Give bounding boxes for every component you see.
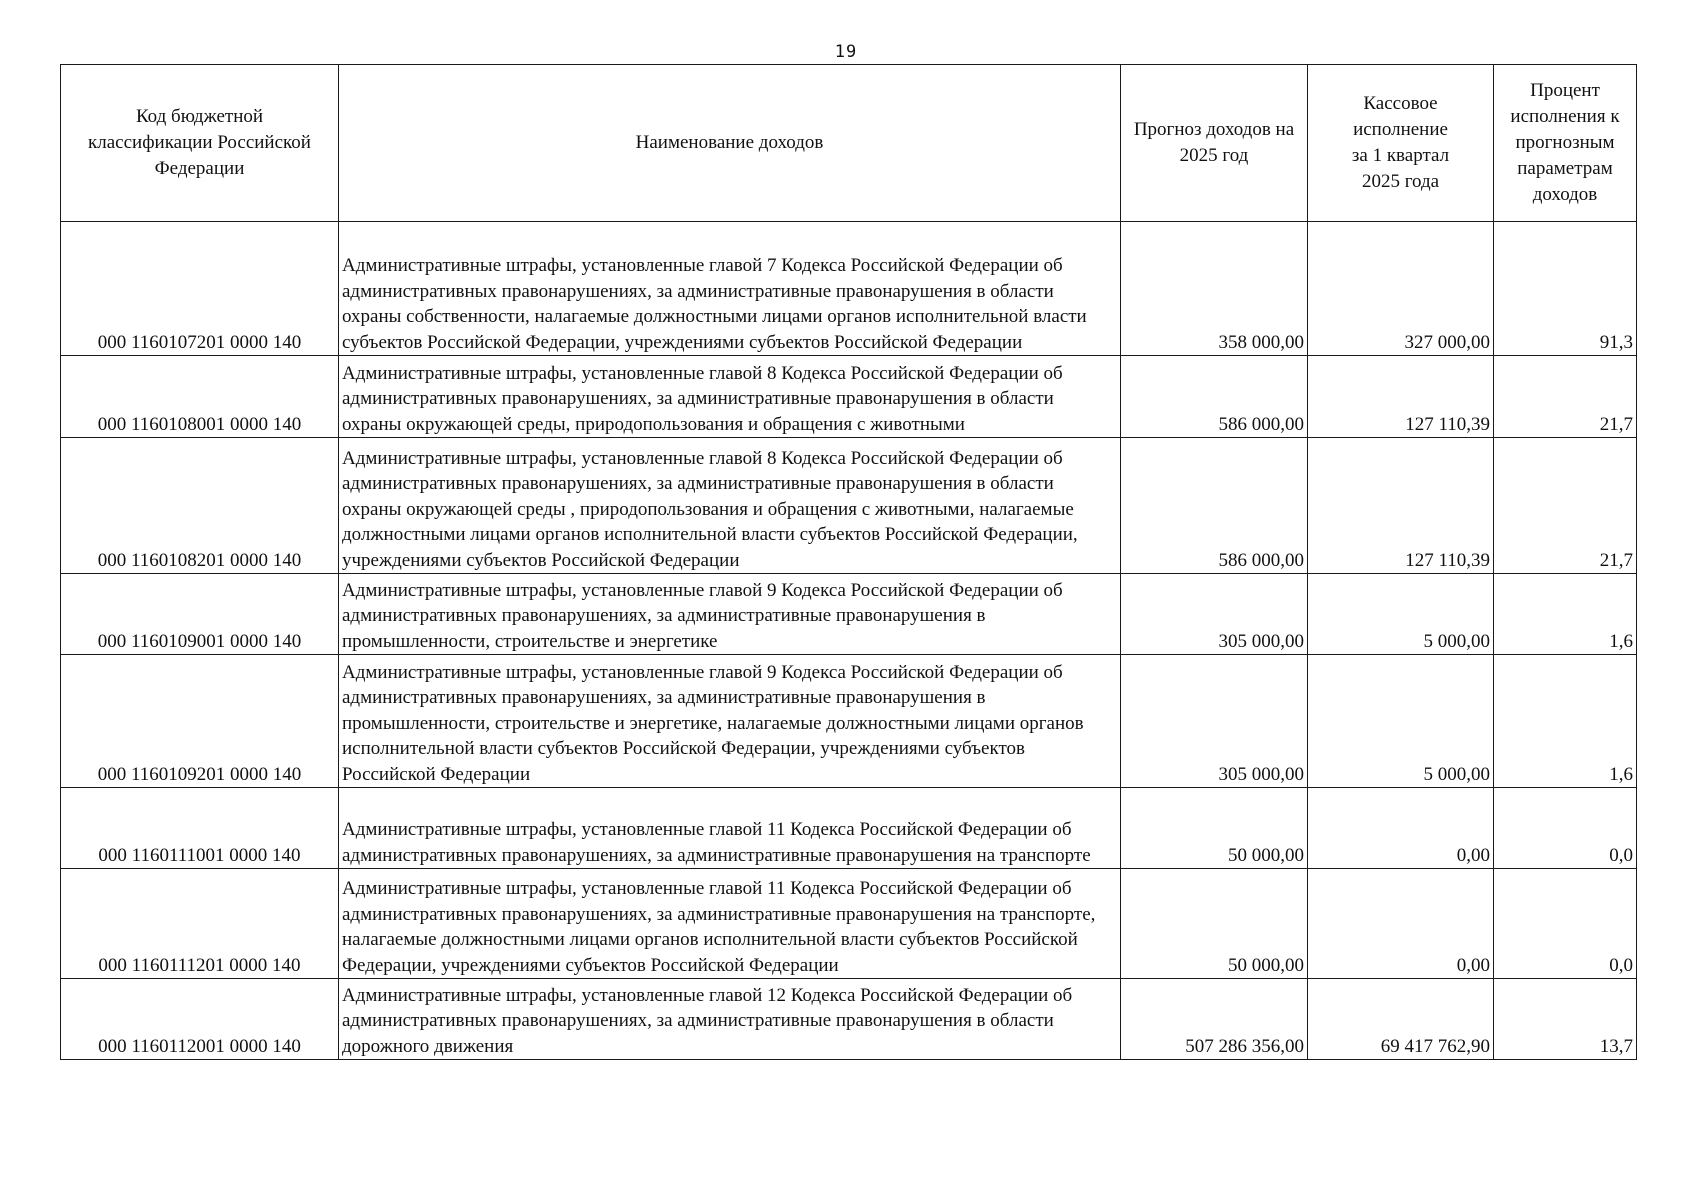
row-code: 000 1160111201 0000 140 [61, 869, 339, 979]
page-number: 19 [834, 42, 858, 62]
row-name: Административные штрафы, установленные главой 9 Кодекса Российской Федерации об административных правонарушениях, за административные правонарушения в промышленности, строительстве и энергетике [339, 574, 1121, 655]
row-cash: 327 000,00 [1308, 222, 1494, 356]
header-percent: Процент исполнения к прогнозным параметрам доходов [1494, 65, 1637, 222]
row-code: 000 1160109001 0000 140 [61, 574, 339, 655]
row-code: 000 1160108001 0000 140 [61, 356, 339, 438]
row-percent: 0,0 [1494, 869, 1637, 979]
header-forecast: Прогноз доходов на 2025 год [1121, 65, 1308, 222]
row-forecast: 50 000,00 [1121, 788, 1308, 869]
row-code: 000 1160107201 0000 140 [61, 222, 339, 356]
row-forecast: 586 000,00 [1121, 438, 1308, 574]
row-cash: 127 110,39 [1308, 438, 1494, 574]
row-name: Административные штрафы, установленные главой 11 Кодекса Российской Федерации об административных правонарушениях, за административные правонарушения на транспорте, налагаемые должностными лицами органов исполнительной власти субъектов Российской Федерации, учреждениями субъектов Российской Федерации [339, 869, 1121, 979]
header-cash: Кассовое исполнение за 1 квартал 2025 года [1308, 65, 1494, 222]
table-header-row [61, 65, 1637, 222]
row-cash: 127 110,39 [1308, 356, 1494, 438]
row-percent: 1,6 [1494, 574, 1637, 655]
revenue-table [60, 64, 1637, 1060]
row-name: Административные штрафы, установленные главой 8 Кодекса Российской Федерации об административных правонарушениях, за административные правонарушения в области охраны окружающей среды , природопользования и обращения с животными, налагаемые должностными лицами органов исполнительной власти субъектов Российской Федерации, учреждениями субъектов Российской Федерации [339, 438, 1121, 574]
row-cash: 5 000,00 [1308, 655, 1494, 788]
row-forecast: 507 286 356,00 [1121, 979, 1308, 1060]
row-cash: 0,00 [1308, 788, 1494, 869]
table-row [61, 438, 1637, 574]
row-code: 000 1160112001 0000 140 [61, 979, 339, 1060]
row-forecast: 586 000,00 [1121, 356, 1308, 438]
row-percent: 0,0 [1494, 788, 1637, 869]
row-percent: 1,6 [1494, 655, 1637, 788]
row-cash: 69 417 762,90 [1308, 979, 1494, 1060]
row-cash: 0,00 [1308, 869, 1494, 979]
table-row [61, 655, 1637, 788]
row-name: Административные штрафы, установленные главой 9 Кодекса Российской Федерации об административных правонарушениях, за административные правонарушения в промышленности, строительстве и энергетике, налагаемые должностными лицами органов исполнительной власти субъектов Российской Федерации, учреждениями субъектов Российской Федерации [339, 655, 1121, 788]
table-row [61, 979, 1637, 1060]
table-row [61, 788, 1637, 869]
header-name: Наименование доходов [339, 65, 1121, 222]
row-percent: 21,7 [1494, 356, 1637, 438]
row-code: 000 1160108201 0000 140 [61, 438, 339, 574]
table-row [61, 869, 1637, 979]
row-percent: 13,7 [1494, 979, 1637, 1060]
table-row [61, 356, 1637, 438]
row-percent: 91,3 [1494, 222, 1637, 356]
table-row [61, 222, 1637, 356]
row-forecast: 50 000,00 [1121, 869, 1308, 979]
row-code: 000 1160109201 0000 140 [61, 655, 339, 788]
row-name: Административные штрафы, установленные главой 7 Кодекса Российской Федерации об административных правонарушениях, за административные правонарушения в области охраны собственности, налагаемые должностными лицами органов исполнительной власти субъектов Российской Федерации, учреждениями субъектов Российской Федерации [339, 222, 1121, 356]
row-forecast: 358 000,00 [1121, 222, 1308, 356]
row-percent: 21,7 [1494, 438, 1637, 574]
row-cash: 5 000,00 [1308, 574, 1494, 655]
row-name: Административные штрафы, установленные главой 8 Кодекса Российской Федерации об административных правонарушениях, за административные правонарушения в области охраны окружающей среды, природопользования и обращения с животными [339, 356, 1121, 438]
row-forecast: 305 000,00 [1121, 574, 1308, 655]
row-name: Административные штрафы, установленные главой 11 Кодекса Российской Федерации об административных правонарушениях, за административные правонарушения на транспорте [339, 788, 1121, 869]
row-forecast: 305 000,00 [1121, 655, 1308, 788]
row-name: Административные штрафы, установленные главой 12 Кодекса Российской Федерации об административных правонарушениях, за административные правонарушения в области дорожного движения [339, 979, 1121, 1060]
header-code: Код бюджетной классификации Российской Федерации [61, 65, 339, 222]
table-row [61, 574, 1637, 655]
row-code: 000 1160111001 0000 140 [61, 788, 339, 869]
